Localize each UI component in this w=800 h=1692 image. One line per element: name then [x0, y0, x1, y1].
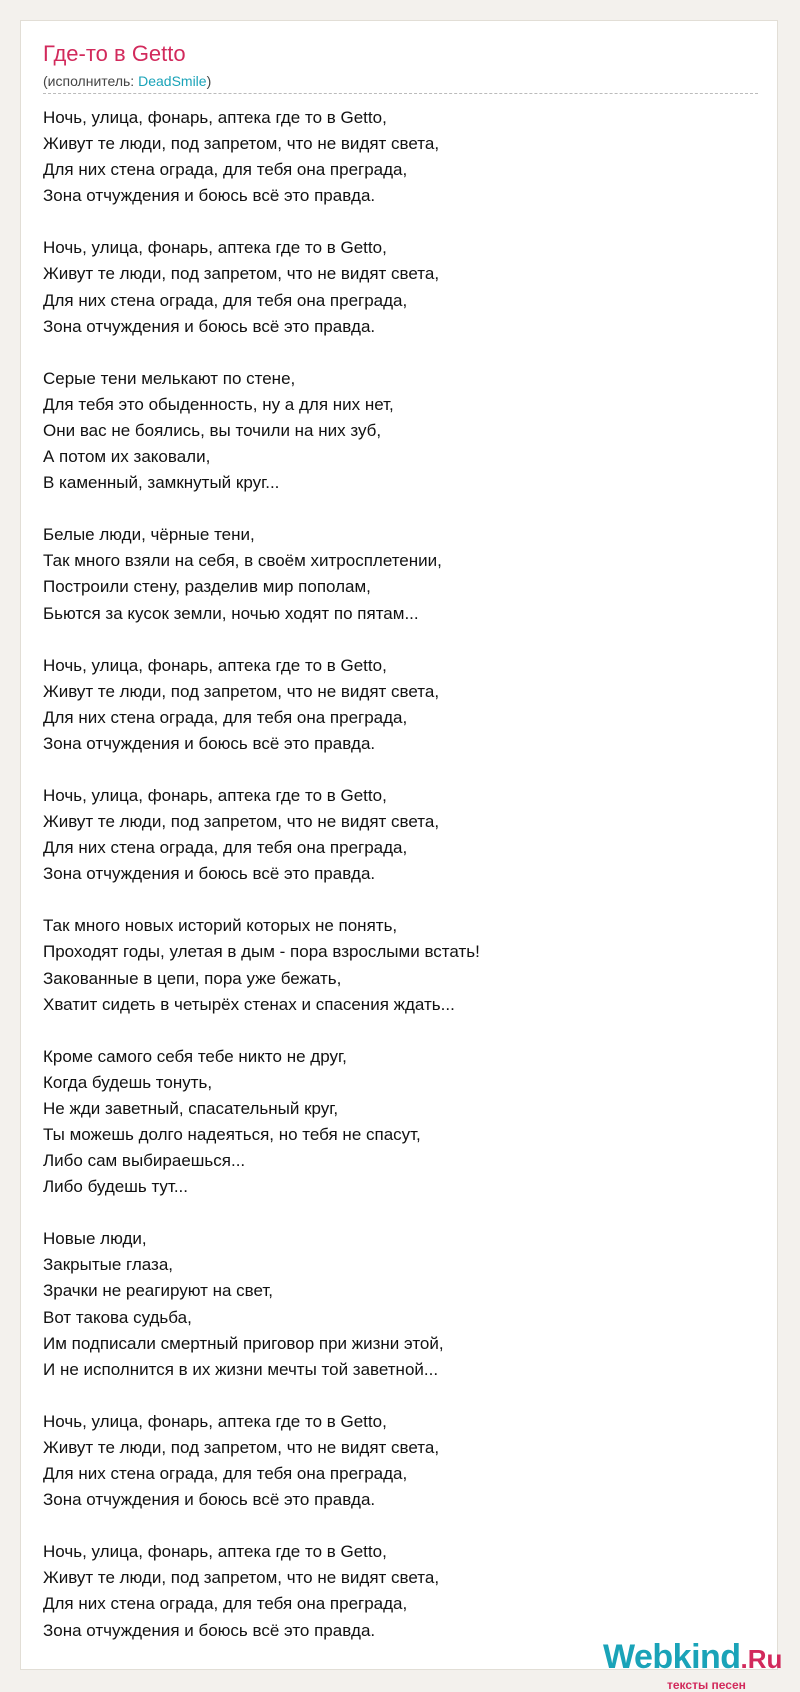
lyrics-line: Закрытые глаза, — [43, 1255, 173, 1275]
lyrics-line: Зона отчуждения и боюсь всё это правда. — [43, 733, 376, 753]
lyrics-line: Зрачки не реагируют на свет, — [43, 1281, 274, 1301]
lyrics-line: Хватит сидеть в четырёх стенах и спасения ждать... — [43, 994, 455, 1014]
lyrics-line: Ночь, улица, фонарь, аптека где то в Getto, — [43, 1411, 387, 1431]
lyrics-line: Для них стена ограда, для тебя она преграда, — [43, 1594, 408, 1614]
performer-prefix: (исполнитель: — [43, 73, 139, 89]
lyrics-line: Ночь, улица, фонарь, аптека где то в Getto, — [43, 655, 387, 675]
lyrics-line: Им подписали смертный приговор при жизни этой, — [43, 1333, 444, 1353]
lyrics-line: Серые тени мелькают по стене, — [43, 368, 296, 388]
lyrics-stanza — [43, 522, 743, 626]
lyrics-line: Ночь, улица, фонарь, аптека где то в Getto, — [43, 238, 387, 258]
lyrics-line: Для них стена ограда, для тебя она преграда, — [43, 160, 408, 180]
lyrics-line: Живут те люди, под запретом, что не видят света, — [43, 1437, 440, 1457]
lyrics-line: Для них стена ограда, для тебя она преграда, — [43, 838, 408, 858]
lyrics-line: Зона отчуждения и боюсь всё это правда. — [43, 316, 376, 336]
lyrics-line: Для тебя это обыденность, ну а для них нет, — [43, 394, 394, 414]
lyrics-line: Не жди заветный, спасательный круг, — [43, 1098, 339, 1118]
lyrics-line: Для них стена ограда, для тебя она преграда, — [43, 290, 408, 310]
lyrics-stanza — [43, 366, 743, 496]
lyrics-line: И не исполнится в их жизни мечты той заветной... — [43, 1359, 439, 1379]
lyrics-line: Для них стена ограда, для тебя она преграда, — [43, 707, 408, 727]
lyrics-line: Вот такова судьба, — [43, 1307, 192, 1327]
performer-suffix: ) — [206, 73, 212, 89]
lyrics-card — [20, 20, 783, 1692]
lyrics-line: Либо будешь тут... — [43, 1177, 189, 1197]
lyrics-line: Живут те люди, под запретом, что не видят света, — [43, 1568, 440, 1588]
title-divider — [43, 93, 758, 94]
logo-tld-text: .Ru — [740, 1644, 783, 1674]
lyrics-line: Новые люди, — [43, 1229, 147, 1249]
lyrics-line: Зона отчуждения и боюсь всё это правда. — [43, 1490, 376, 1510]
lyrics-stanza — [43, 1226, 743, 1383]
lyrics-stanza — [43, 1539, 743, 1643]
lyrics-line: Ночь, улица, фонарь, аптека где то в Getto, — [43, 785, 387, 805]
lyrics-line: Ночь, улица, фонарь, аптека где то в Getto, — [43, 1542, 387, 1562]
logo-main-text: Webkind — [603, 1638, 741, 1676]
lyrics-line: Либо сам выбираешься... — [43, 1151, 246, 1171]
lyrics-stanza — [43, 653, 743, 757]
lyrics-stanza — [43, 1409, 743, 1513]
lyrics-line: Белые люди, чёрные тени, — [43, 525, 255, 545]
lyrics-line: Так много взяли на себя, в своём хитросплетении, — [43, 551, 442, 571]
lyrics-line: Зона отчуждения и боюсь всё это правда. — [43, 1620, 376, 1640]
lyrics-stanza — [43, 783, 743, 887]
logo-subtitle: тексты песен — [667, 1678, 746, 1692]
song-title: Где-то в Getto — [43, 41, 186, 66]
lyrics-line: Построили стену, разделив мир пополам, — [43, 577, 371, 597]
lyrics-line: Закованные в цепи, пора уже бежать, — [43, 968, 342, 988]
lyrics-line: Живут те люди, под запретом, что не видят света, — [43, 681, 440, 701]
performer-line — [43, 73, 211, 89]
lyrics-line: Живут те люди, под запретом, что не видят света, — [43, 134, 440, 154]
lyrics-body — [43, 105, 743, 1670]
lyrics-line: Проходят годы, улетая в дым - пора взрослыми встать! — [43, 942, 480, 962]
site-logo[interactable] — [603, 1638, 783, 1692]
lyrics-stanza — [43, 235, 743, 339]
lyrics-line: Они вас не боялись, вы точили на них зуб, — [43, 420, 382, 440]
lyrics-line: Зона отчуждения и боюсь всё это правда. — [43, 186, 376, 206]
lyrics-line: Живут те люди, под запретом, что не видят света, — [43, 264, 440, 284]
lyrics-line: Ночь, улица, фонарь, аптека где то в Getto, — [43, 108, 387, 127]
lyrics-stanza — [43, 1044, 743, 1201]
lyrics-line: Для них стена ограда, для тебя она преграда, — [43, 1464, 408, 1484]
lyrics-line: Ты можешь долго надеяться, но тебя не спасут, — [43, 1125, 421, 1144]
performer-link[interactable]: DeadSmile — [138, 73, 207, 89]
lyrics-stanza — [43, 913, 743, 1017]
lyrics-line: А потом их заковали, — [43, 447, 211, 467]
lyrics-line: Так много новых историй которых не понять, — [43, 916, 398, 936]
lyrics-line: Зона отчуждения и боюсь всё это правда. — [43, 864, 376, 884]
lyrics-line: Кроме самого себя тебе никто не друг, — [43, 1046, 347, 1066]
lyrics-stanza — [43, 105, 743, 209]
lyrics-line: В каменный, замкнутый круг... — [43, 473, 280, 493]
lyrics-line: Бьются за кусок земли, ночью ходят по пятам... — [43, 603, 419, 623]
lyrics-line: Когда будешь тонуть, — [43, 1072, 213, 1092]
lyrics-line: Живут те люди, под запретом, что не видят света, — [43, 812, 440, 832]
